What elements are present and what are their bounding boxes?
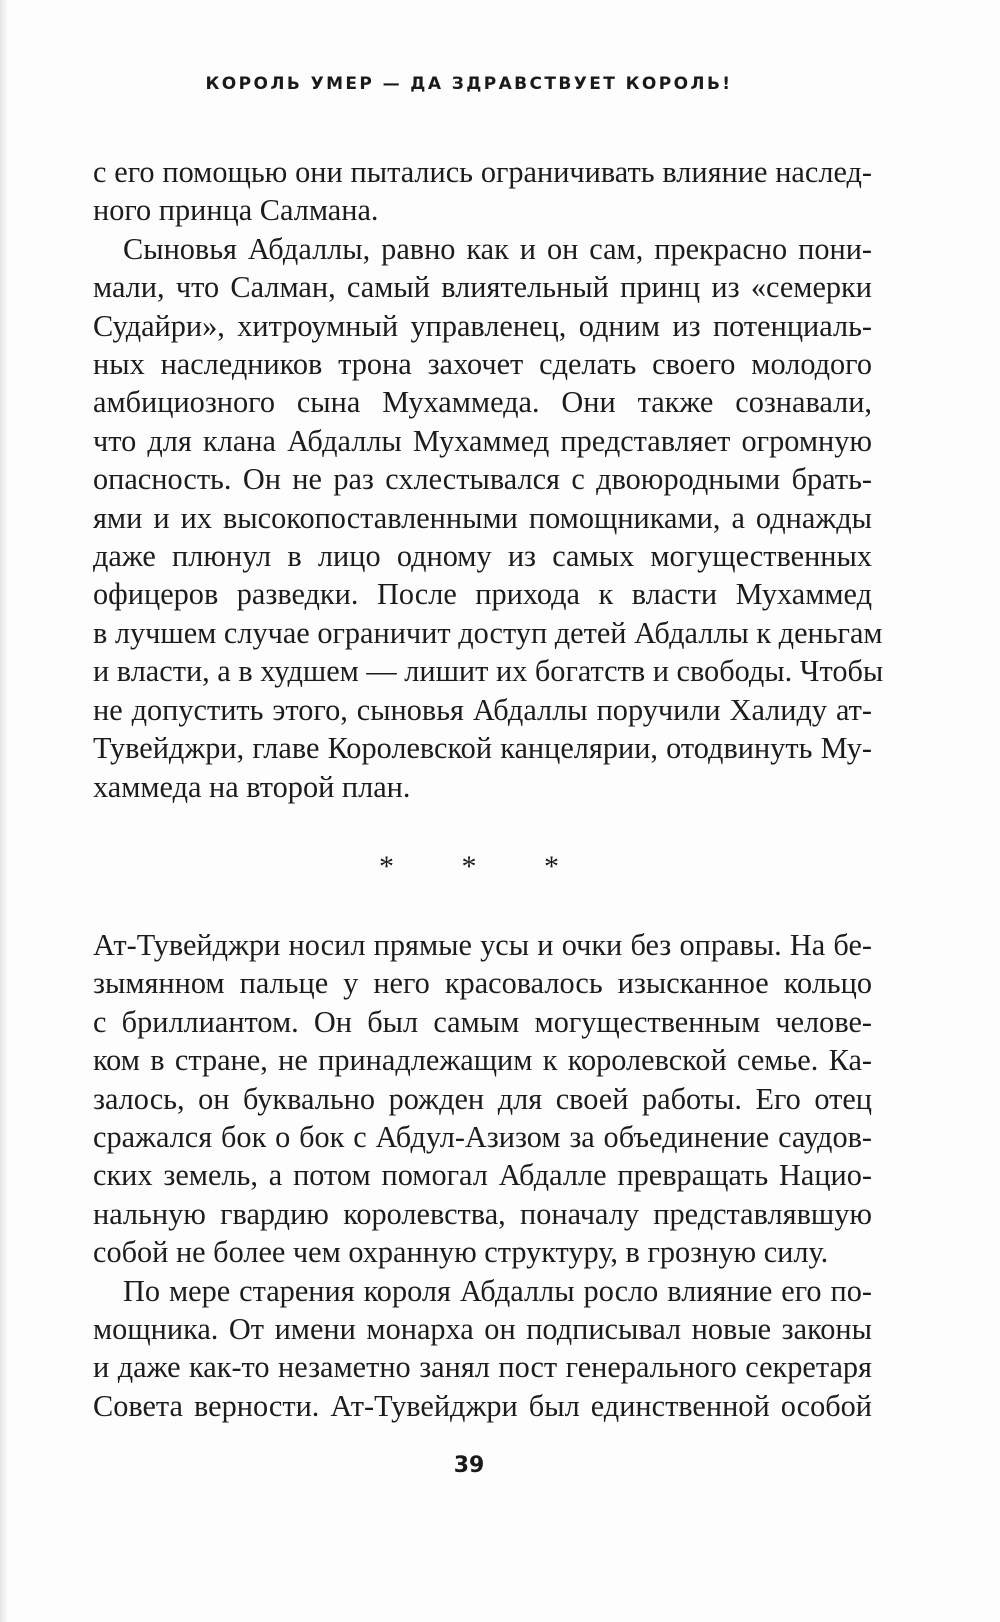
text-line: не допустить этого, сыновья Абдаллы поручили Халиду ат- (93, 692, 872, 727)
text-line: ного принца Салмана. (93, 193, 379, 228)
text-line: ских земель, а потом помогал Абдалле превращать Нацио- (93, 1158, 872, 1193)
text-line: с бриллиантом. Он был самым могущественным челове- (93, 1004, 872, 1039)
text-line: Совета верности. Ат-Тувейджри был единственной особой (93, 1388, 872, 1423)
text-line: что для клана Абдаллы Мухаммед представляет огромную (93, 423, 872, 458)
text-line: амбициозного сына Мухаммеда. Они также сознавали, (93, 385, 872, 420)
text-line: собой не более чем охранную структуру, в грозную силу. (93, 1235, 829, 1270)
text-line: в лучшем случае ограничит доступ детей Абдаллы к деньгам (93, 615, 883, 650)
text-line: и даже как-то незаметно занял пост генерального секретаря (93, 1350, 872, 1385)
text-line: Судайри», хитроумный управленец, одним из потенциаль- (93, 308, 872, 343)
text-line: зымянном пальце у него красовалось изысканное кольцо (93, 966, 872, 1001)
section-separator: * * * (379, 850, 589, 883)
text-line: По мере старения короля Абдаллы росло влияние его по- (123, 1273, 872, 1308)
text-line: залось, он буквально рожден для своей работы. Его отец (93, 1081, 872, 1116)
text-line: нальную гвардию королевства, поначалу представлявшую (93, 1196, 872, 1231)
text-line: мали, что Салман, самый влиятельный принц из «семерки (93, 270, 872, 305)
text-line: Ат-Тувейджри носил прямые усы и очки без оправы. На бе- (93, 928, 872, 962)
page-edge-shadow (0, 0, 8, 1622)
text-line: хаммеда на второй план. (93, 769, 411, 804)
text-line: ком в стране, не принадлежащим к королевской семье. Ка- (93, 1043, 872, 1078)
text-line: ных наследников трона захочет сделать своего молодого (93, 347, 872, 382)
text-line: и власти, а в худшем — лишит их богатств и свободы. Чтобы (93, 654, 884, 689)
text-line: Сыновья Абдаллы, равно как и он сам, прекрасно пони- (123, 231, 872, 266)
page-number: 39 (453, 1453, 485, 1478)
running-header: КОРОЛЬ УМЕР — ДА ЗДРАВСТВУЕТ КОРОЛЬ! (205, 74, 733, 94)
text-line: опасность. Он не раз схлестывался с двоюродными брать- (93, 462, 872, 497)
body-text-section-2 (93, 926, 872, 1425)
text-line: ями и их высокопоставленными помощниками, а однажды (93, 500, 872, 535)
text-line: мощника. От имени монарха он подписывал новые законы (93, 1312, 872, 1347)
text-line: даже плюнул в лицо одному из самых могущественных (93, 539, 872, 574)
text-line: офицеров разведки. После прихода к власти Мухаммед (93, 577, 872, 612)
text-line: сражался бок о бок с Абдул-Азизом за объединение саудов- (93, 1120, 872, 1155)
body-text-section-1 (93, 153, 884, 806)
text-line: с его помощью они пытались ограничивать влияние наслед- (93, 155, 872, 189)
text-line: Тувейджри, главе Королевской канцелярии, отодвинуть Му- (93, 731, 872, 766)
